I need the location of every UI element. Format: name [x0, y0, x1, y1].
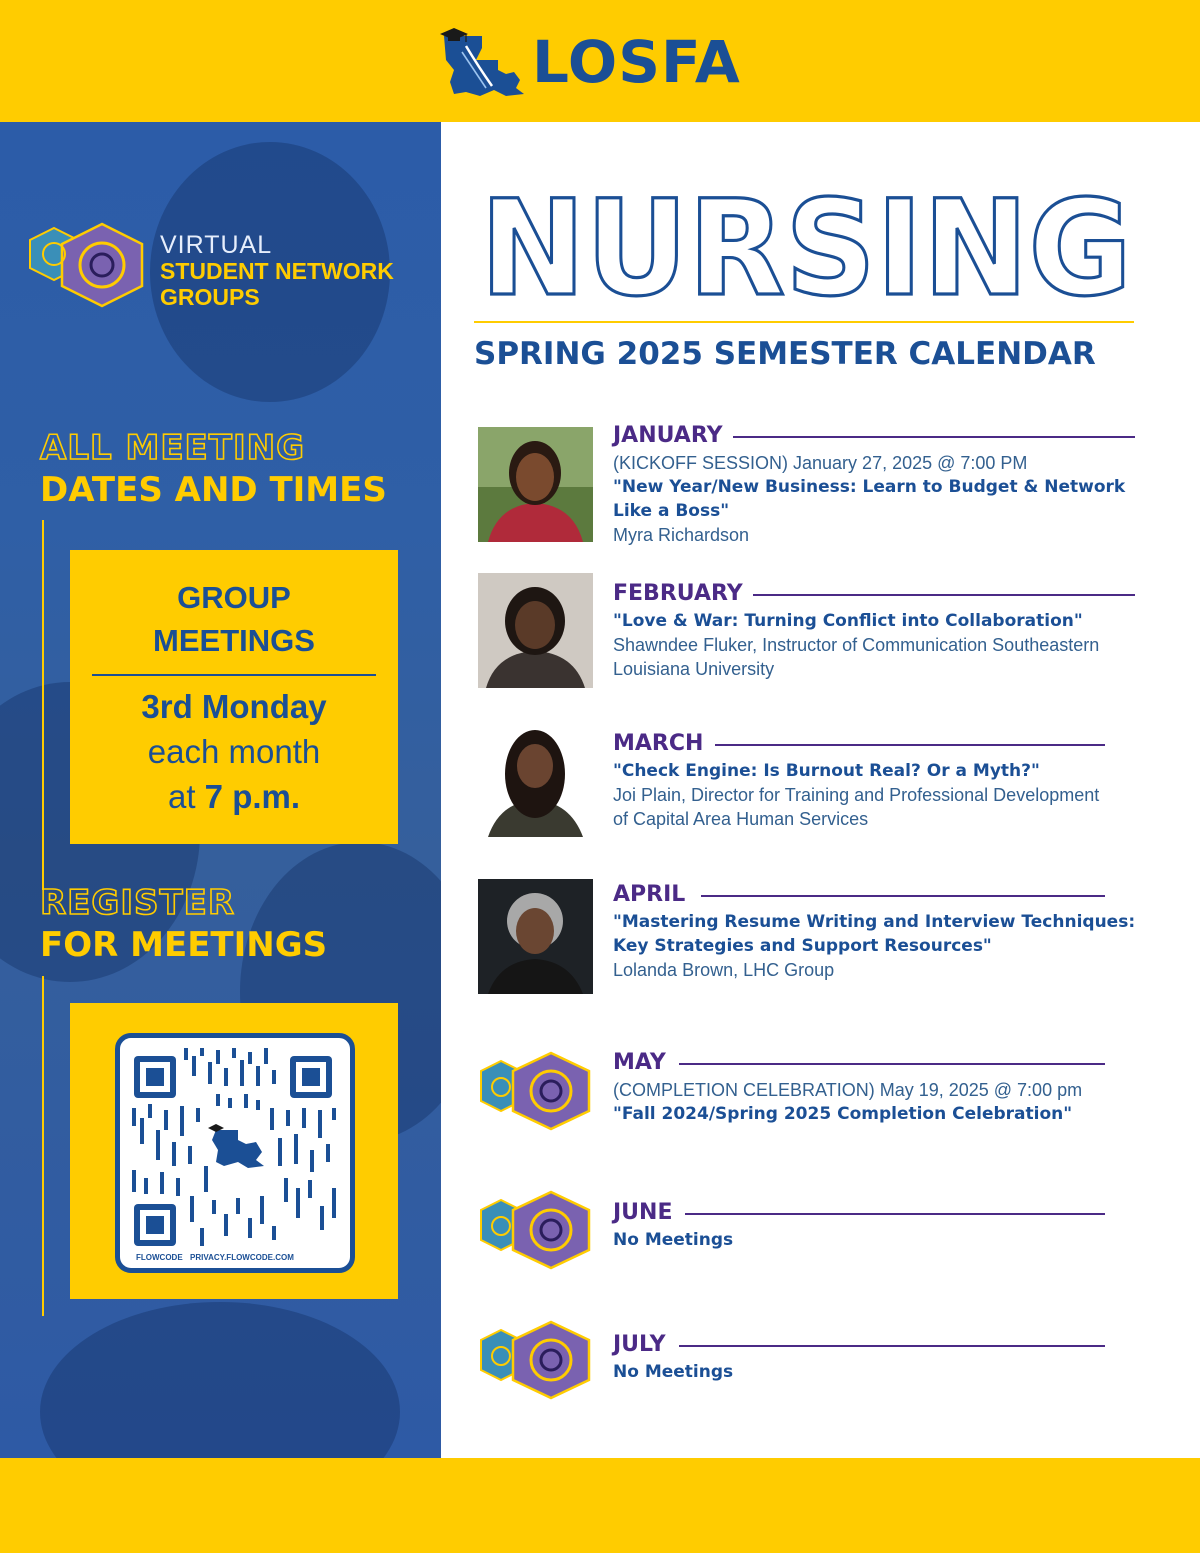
divider-line: [42, 520, 44, 890]
vsn-title: VIRTUAL STUDENT NETWORK GROUPS: [160, 231, 394, 310]
page-subtitle: SPRING 2025 SEMESTER CALENDAR: [474, 336, 1096, 372]
speaker-photo: [478, 427, 593, 542]
logo-text: LOSFA: [532, 28, 741, 96]
month-entry-july: JULY No Meetings: [613, 1332, 1173, 1384]
speaker-photo: [478, 879, 593, 994]
speaker-photo: [478, 573, 593, 688]
network-hexagon-badge: [477, 1190, 595, 1270]
divider-line: [92, 674, 376, 676]
svg-text:PRIVACY.FLOWCODE.COM: PRIVACY.FLOWCODE.COM: [190, 1253, 294, 1262]
register-heading: REGISTER FOR MEETINGS: [40, 883, 328, 965]
louisiana-map-icon: [436, 26, 528, 100]
network-hexagon-badge: [24, 222, 154, 308]
title-divider: [474, 321, 1134, 323]
month-entry-april: APRIL "Mastering Resume Writing and Interview Techniques: Key Strategies and Support Resources" Lolanda Brown, LHC Group: [613, 882, 1136, 980]
month-entry-february: FEBRUARY "Love & War: Turning Conflict into Collaboration" Shawndee Fluker, Instructor of Communication Southeastern Louisiana University: [613, 581, 1173, 681]
month-entry-may: MAY (COMPLETION CELEBRATION) May 19, 2025 @ 7:00 pm "Fall 2024/Spring 2025 Completion Celebration": [613, 1050, 1173, 1126]
group-meetings-title: GROUP MEETINGS: [153, 580, 315, 658]
left-sidebar: [0, 122, 441, 1458]
qr-code-box: [70, 1003, 398, 1299]
losfa-logo[interactable]: [436, 22, 776, 100]
qr-code[interactable]: [115, 1033, 355, 1273]
background-photo-figure: [40, 1302, 400, 1458]
bottom-banner: [0, 1458, 1200, 1553]
network-hexagon-badge: [477, 1320, 595, 1400]
network-hexagon-badge: [477, 1051, 595, 1131]
svg-text:NURSING: NURSING: [480, 182, 1132, 312]
month-entry-march: MARCH "Check Engine: Is Burnout Real? Or a Myth?" Joi Plain, Director for Training and Professional Development of Capital Area Human Services: [613, 731, 1173, 831]
month-entry-january: JANUARY (KICKOFF SESSION) January 27, 2025 @ 7:00 PM "New Year/New Business: Learn to Budget & Network Like a Boss" Myra Richardson: [613, 423, 1173, 547]
divider-line: [42, 976, 44, 1316]
page-title: [472, 182, 1172, 312]
meeting-heading: ALL MEETING DATES AND TIMES: [40, 428, 387, 510]
speaker-photo: [478, 722, 593, 837]
svg-text:FLOWCODE: FLOWCODE: [136, 1253, 183, 1262]
meeting-schedule: 3rd Monday each month at 7 p.m.: [141, 688, 327, 815]
group-meetings-box: [70, 550, 398, 844]
month-entry-june: JUNE No Meetings: [613, 1200, 1173, 1252]
qr-code-pattern: [120, 1038, 350, 1268]
